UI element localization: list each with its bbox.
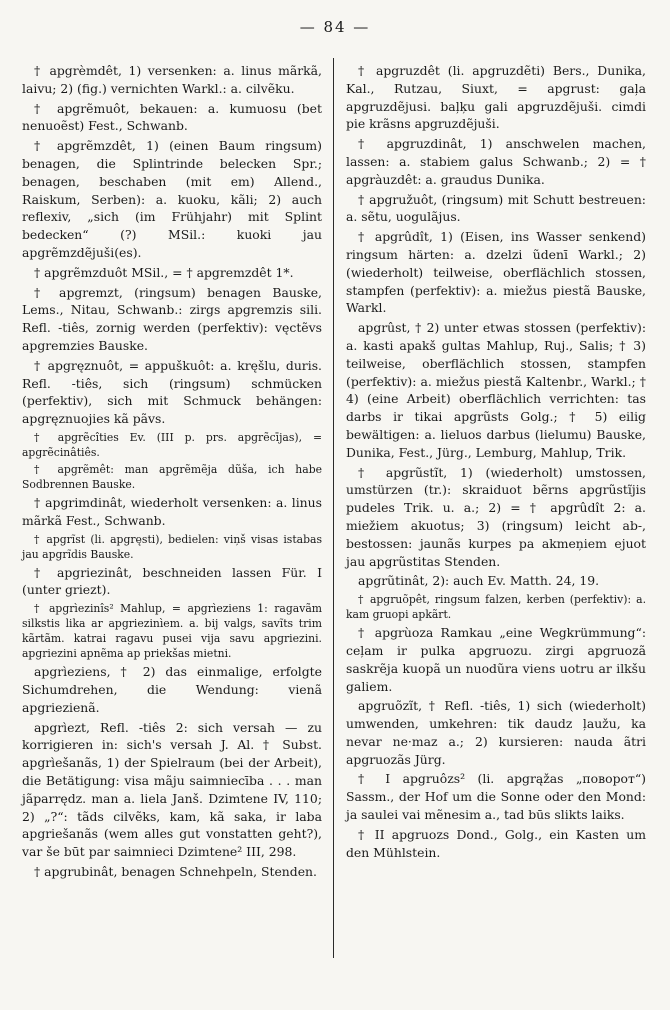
dictionary-entry: † apgremzt, (ringsum) benagen Bauske, Lems., Nitau, Schwanb.: zirgs apgremzis sili. Refl. -tiês, zornig werden (perfektiv): vęctẽvs apgremzies Bauske. <box>22 284 322 353</box>
dictionary-entry: † apgruõpêt, ringsum falzen, kerben (perfektiv): a. kam gruopi apkãrt. <box>346 593 646 622</box>
dictionary-entry: † apgrèmdêt, 1) versenken: a. linus mãrkã, laivu; 2) (fig.) vernichten Warkl.: a. cilvẽku. <box>22 63 322 96</box>
page-number: — 84 — <box>299 18 371 36</box>
right-column <box>346 62 646 863</box>
dictionary-entry: † apgrẽcîties Ev. (III p. prs. apgrẽcījas), = apgrẽcinâtiês. <box>22 430 322 459</box>
left-column <box>22 62 322 883</box>
dictionary-entry: † I apgruôzs² (li. apgrąžas „поворот“) Sassm., der Hof um die Sonne oder den Mond: ja saulei vai mẽnesim a., tad būs slikts laiks. <box>346 771 646 823</box>
dictionary-entry: † apgrubinât, benagen Schnehpeln, Stenden. <box>34 863 317 879</box>
dictionary-entry: † apgrûdît, 1) (Eisen, ins Wasser senkend) ringsum härten: a. dzelzi ũdenī Warkl.; 2) (wiederholt) teilweise, oberflächlich stossen, stampfen (perfektiv): a. miežus piestã Bauske, Warkl. <box>346 229 646 316</box>
dictionary-entry: apgrûst, † 2) unter etwas stossen (perfektiv): a. kasti apakš gultas Mahlup, Ruj., Salis; † 3) teilweise, oberflächlich stossen, stampfen (perfektiv): a. miežus piestã Kaltenbr., Warkl.; † 4) (eine Arbeit) oberflächlich verrichten: tas darbs ir tikai apgrũsts Golg.; † 5) eilig bewältigen: a. lieluos darbus (lielumu) Bauske, Dunika, Fest., Jürg., Lemburg, Mahlup, Trik. <box>346 320 646 460</box>
dictionary-entry: † apgrũstĩt, 1) (wiederholt) umstossen, umstürzen (tr.): skraiduot bẽrns apgrũstĩjis pudeles Trik. u. a.; 2) = † apgrûdît 2: a. miežiem akuotus; 3) (ringsum) leicht ab-, bestossen: jaunãs kurpes pa akmeņiem ejuot jau apgrũstitas Stenden. <box>346 464 646 569</box>
dictionary-entry: apgrìezt, Refl. -tiês 2: sich versah — zu korrigieren in: sich's versah J. Al. † Subst. apgrìešanãs, 1) der Spielraum (bei der Arbeit), die Betätigung: visa mãju saimniecība . . . man jãparrędz. man a. liela Janš. Dzimtene IV, 110; 2) „?“: tãds cilvẽks, kam, kã saka, ir laba apgriešanãs (wem alles gut vonstatten geht?), var še būt par saimnieci Dzimtene² III, 298. <box>22 719 322 860</box>
dictionary-entry: † apgrimdinât, wiederholt versenken: a. linus mãrkã Fest., Schwanb. <box>22 494 322 528</box>
dictionary-entry: apgruõzĩt, † Refl. -tiês, 1) sich (wiederholt) umwenden, umkehren: tik daudz ļaužu, ka nevar ne·maz a.; 2) kursieren: nauda ãtri apgruozãs Jürg. <box>346 698 646 767</box>
dictionary-entry: † apgrĩst (li. apgręsti), bedielen: viņš visas istabas jau apgrĩdis Bauske. <box>22 532 322 561</box>
dictionary-entry: † apgružuôt, (ringsum) mit Schutt bestreuen: a. sẽtu, uogulãjus. <box>346 191 646 225</box>
dictionary-entry: † apgrẽmuôt, bekauen: a. kumuosu (bet nenuoẽst) Fest., Schwanb. <box>22 100 322 134</box>
dictionary-entry: † apgręznuôt, = appuškuôt: a. kręšlu, duris. Refl. -tiês, sich (ringsum) schmücken (perfektiv), sich mit Schmuck behängen: apgręznuojies kã pãvs. <box>22 357 322 427</box>
dictionary-entry: † apgrẽmzdêt, 1) (einen Baum ringsum) benagen, die Splintrinde belecken Spr.; benagen, beschaben (mit em) Allend., Raiskum, Serben): a. kuoku, kãli; 2) auch reflexiv, „sich (im Frühjahr) mit Splint bedecken“ (?) MSil.: kuoki jau apgrẽmzdẽjuši(es). <box>22 138 322 260</box>
dictionary-entry: apgrìeziens, † 2) das einmalige, erfolgte Sichumdrehen, die Wendung: vienã apgriezienã. <box>22 664 322 715</box>
dictionary-entry: † apgruzdinât, 1) anschwelen machen, lassen: a. stabiem galus Schwanb.; 2) = † apgràuzdêt: a. graudus Dunika. <box>346 136 646 187</box>
dictionary-entry: † apgruzdêt (li. apgruzdẽti) Bers., Dunika, Kal., Rutzau, Siuxt, = apgrust: gaļa apgruzdẽjusi. baļķu gali apgruzdẽjuši. cimdi pie krãsns apgruzdẽjuši. <box>346 63 646 132</box>
dictionary-entry: † apgrìezinîs² Mahlup, = apgrìeziens 1: ragavãm silkstis lika ar apgriezinìem. a. bij valgs, savĩts trim kãrtãm. katrai ragavu pusei vija savu apgriezini. apgriezini apnẽma ap priekšas mietni. <box>22 602 322 661</box>
dictionary-entry: apgrũtinât, 2): auch Ev. Matth. 24, 19. <box>358 573 600 589</box>
dictionary-entry: † apgriezinât, beschneiden lassen Für. I (unter griezt). <box>22 564 322 598</box>
dictionary-entry: † II apgruozs Dond., Golg., ein Kasten um den Mühlstein. <box>346 826 646 860</box>
dictionary-entry: † apgrùoza Ramkau „eine Wegkrümmung“: ceļam ir pulka apgruozu. zirgi apgruozã saskrẽja kuopã un nuodũra viens uotru ar ilkšu galiem. <box>346 625 646 694</box>
column-divider <box>333 58 334 958</box>
dictionary-entry: † apgrẽmzduôt MSil., = † apgremzdêt 1*. <box>34 264 294 280</box>
dictionary-entry: † apgrẽmêt: man apgrẽmẽja dũša, ich habe Sodbrennen Bauske. <box>22 462 322 491</box>
